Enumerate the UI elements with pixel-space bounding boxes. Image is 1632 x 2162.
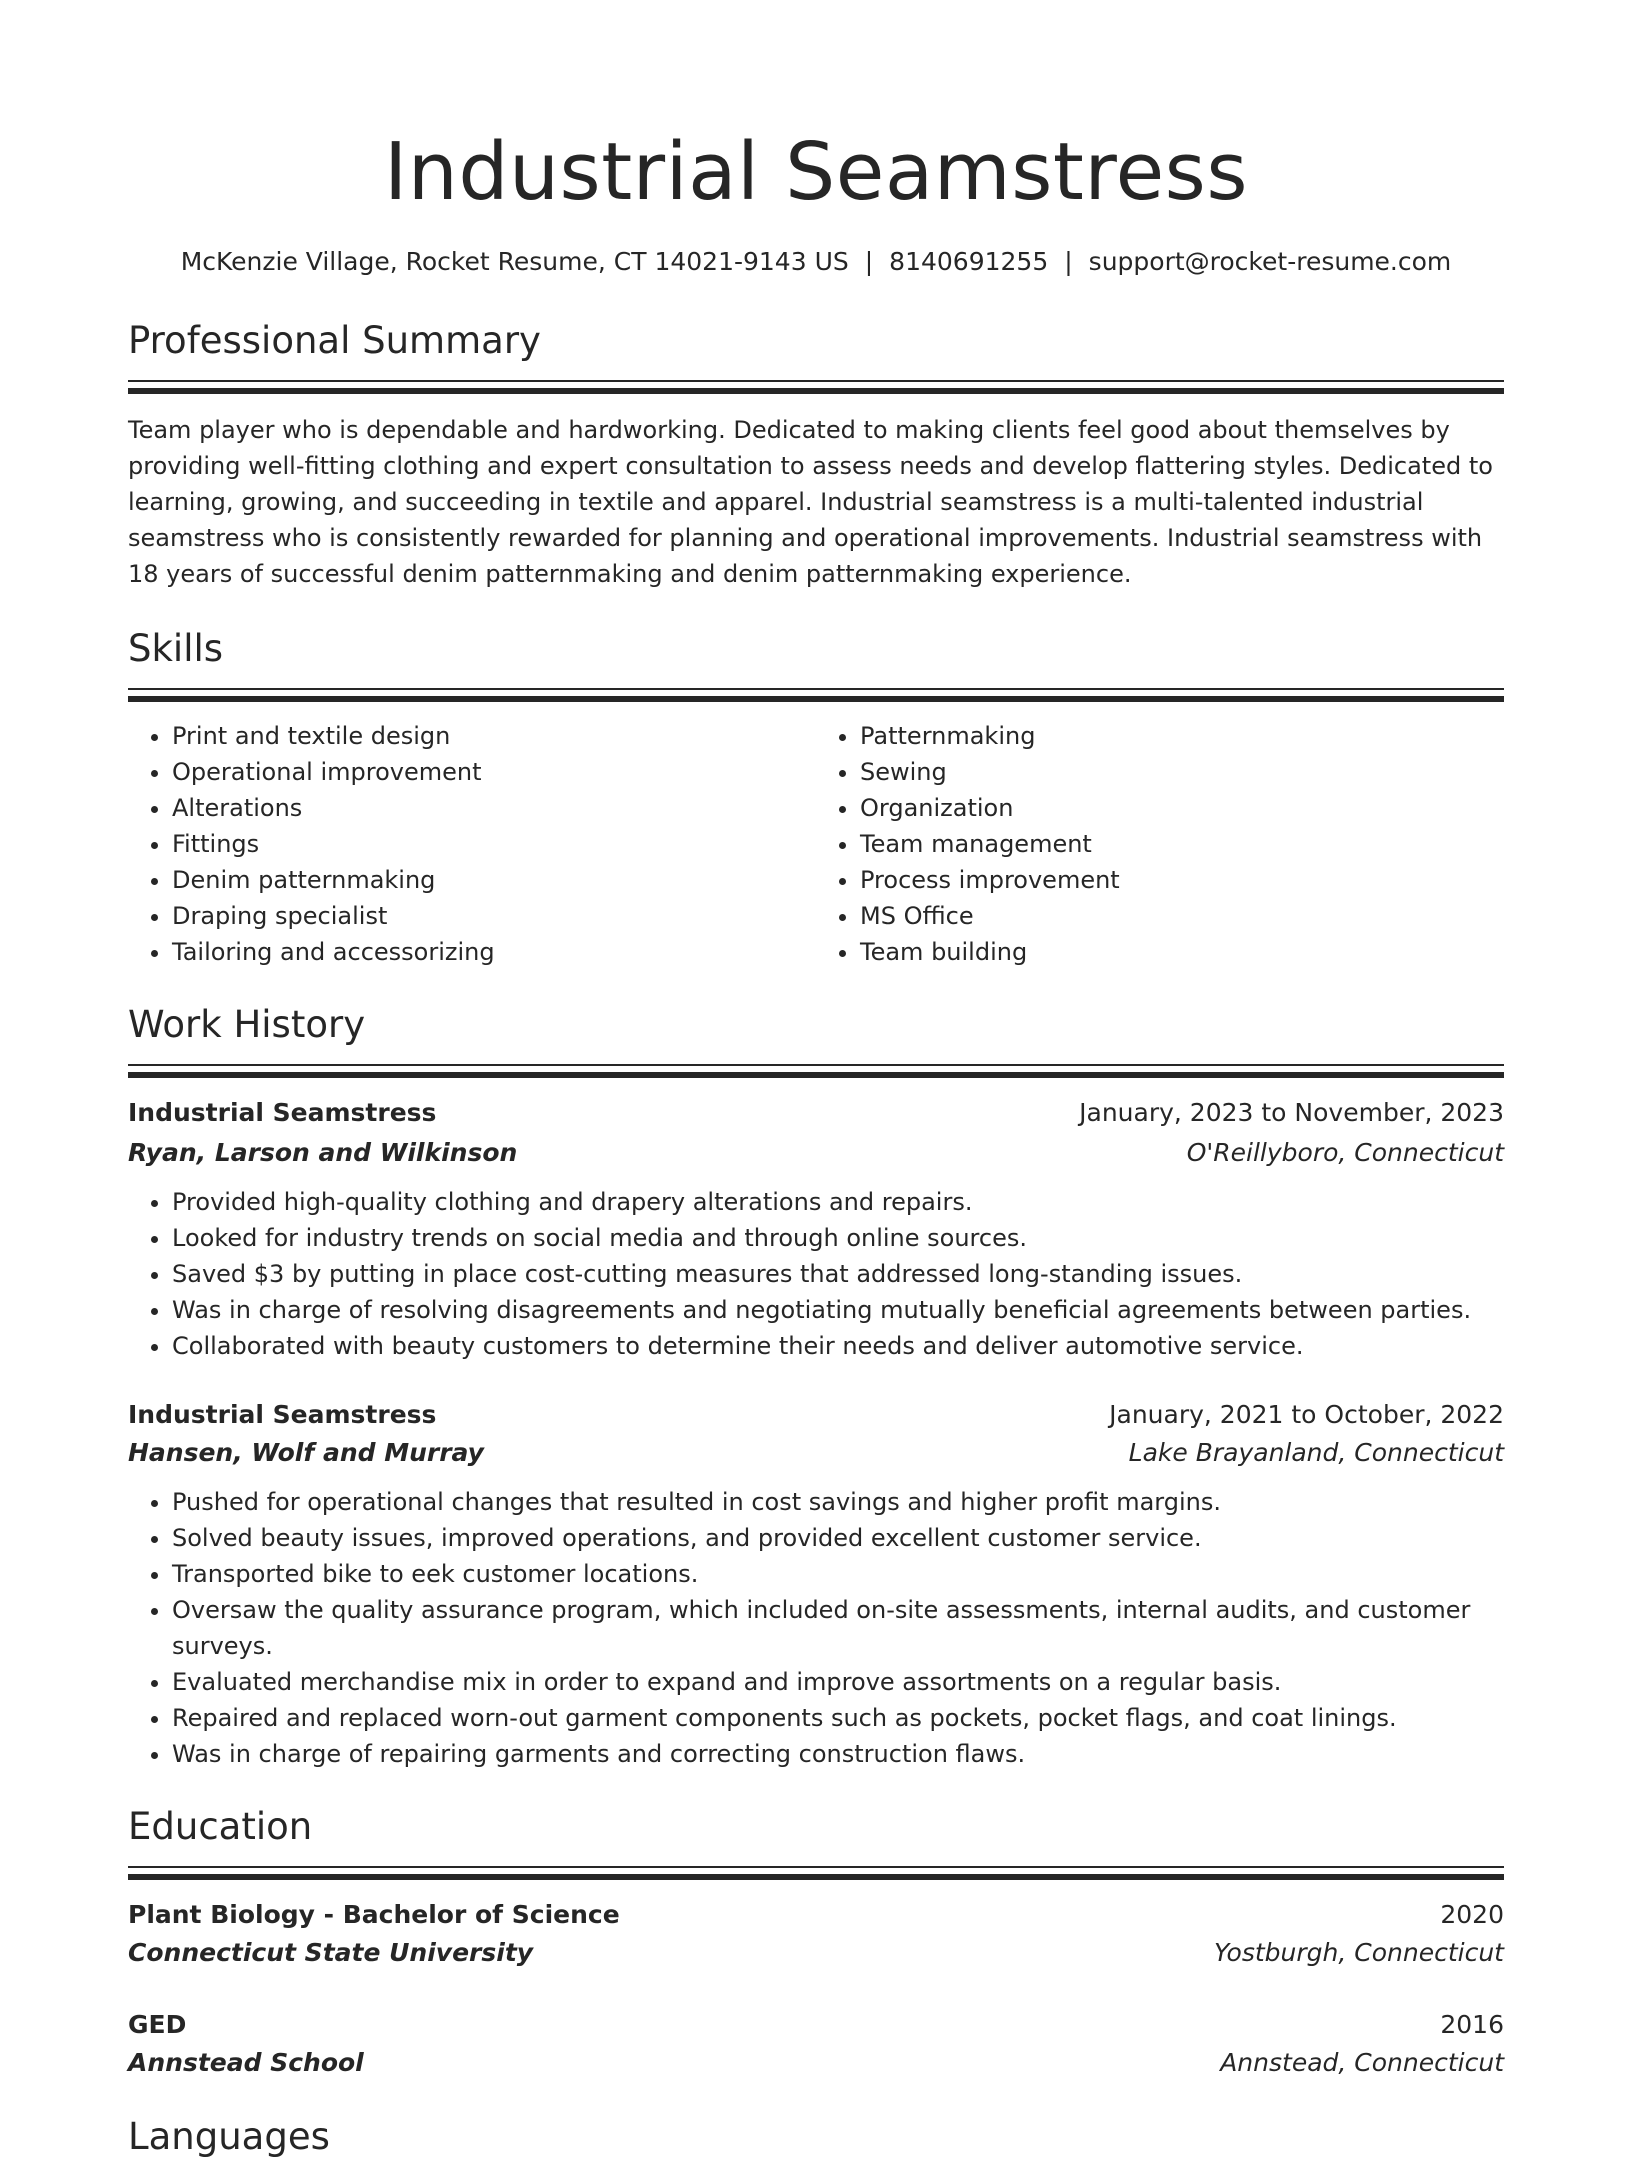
job-title: Industrial Seamstress [128, 1400, 437, 1429]
skill-item: • MS Office [860, 898, 1504, 934]
section-divider [128, 688, 1504, 690]
job-bullet: • Evaluated merchandise mix in order to expand and improve assortments on a regular basis. [172, 1664, 1504, 1700]
section-divider [128, 696, 1504, 702]
skills-section [128, 624, 1504, 970]
section-title-summary: Professional Summary [128, 319, 541, 362]
job-bullet: • Repaired and replaced worn-out garment components such as pockets, pocket flags, and coat linings. [172, 1700, 1504, 1736]
section-title-education: Education [128, 1805, 313, 1848]
section-divider [128, 1866, 1504, 1868]
contact-email: support@rocket-resume.com [1088, 247, 1452, 276]
job-bullet: • Looked for industry trends on social media and through online sources. [172, 1220, 1504, 1256]
contact-phone: 8140691255 [889, 247, 1049, 276]
section-divider [128, 1874, 1504, 1880]
contact-separator: | [864, 247, 874, 276]
job-bullets [128, 1484, 1504, 1772]
education-subheader-row [128, 2044, 1504, 2082]
job-location: O'Reillyboro, Connecticut [1186, 1138, 1504, 1167]
job-location: Lake Brayanland, Connecticut [1128, 1438, 1504, 1467]
education-year: 2020 [1440, 1900, 1504, 1929]
skills-list-right [816, 718, 1504, 970]
skill-item: • Process improvement [860, 862, 1504, 898]
skill-item: • Denim patternmaking [172, 862, 816, 898]
section-title-skills: Skills [128, 627, 224, 670]
contact-address: McKenzie Village, Rocket Resume, CT 14021-9143 US [180, 247, 849, 276]
resume-name: Industrial Seamstress [383, 126, 1249, 218]
job-company: Hansen, Wolf and Murray [128, 1438, 484, 1467]
job-dates: January, 2021 to October, 2022 [1109, 1400, 1504, 1429]
job-header-row [128, 1396, 1504, 1434]
job-bullet: • Provided high-quality clothing and drapery alterations and repairs. [172, 1184, 1504, 1220]
skill-item: • Sewing [860, 754, 1504, 790]
job-entry [128, 1094, 1504, 1364]
skill-item: • Fittings [172, 826, 816, 862]
work-section [128, 1000, 1504, 1772]
education-section [128, 1802, 1504, 2082]
education-location: Yostburgh, Connecticut [1214, 1938, 1504, 1967]
education-header-row [128, 1896, 1504, 1934]
section-title-languages: Languages [128, 2115, 330, 2158]
summary-text: Team player who is dependable and hardworking. Dedicated to making clients feel good about themselves by providing well-fitting clothing and expert consultation to assess needs and develop flattering styles. Dedicated to learning, growing, and succeeding in textile and apparel. Industrial seamstress is a multi-talented industrial seamstress who is consistently rewarded for planning and operational improvements. Industrial seamstress with 18 years of successful denim patternmaking and denim patternmaking experience. [128, 416, 1493, 588]
job-bullet: • Transported bike to eek customer locations. [172, 1556, 1504, 1592]
section-divider [128, 380, 1504, 382]
education-entry [128, 1896, 1504, 1972]
skill-item: • Organization [860, 790, 1504, 826]
job-bullet: • Pushed for operational changes that resulted in cost savings and higher profit margins. [172, 1484, 1504, 1520]
skill-item: • Print and textile design [172, 718, 816, 754]
job-entry [128, 1396, 1504, 1772]
education-school: Connecticut State University [128, 1938, 534, 1967]
education-header-row [128, 2006, 1504, 2044]
job-bullet: • Saved $3 by putting in place cost-cutting measures that addressed long-standing issues. [172, 1256, 1504, 1292]
education-location: Annstead, Connecticut [1220, 2048, 1504, 2077]
contact-separator: | [1064, 247, 1073, 276]
education-degree: Plant Biology - Bachelor of Science [128, 1900, 620, 1929]
job-header-row [128, 1094, 1504, 1132]
section-title-work: Work History [128, 1003, 366, 1046]
skill-item: • Alterations [172, 790, 816, 826]
job-subheader-row [128, 1434, 1504, 1472]
education-entry [128, 2006, 1504, 2082]
job-company: Ryan, Larson and Wilkinson [128, 1138, 518, 1167]
section-divider [128, 1064, 1504, 1066]
skill-item: • Tailoring and accessorizing [172, 934, 816, 970]
section-divider [128, 388, 1504, 394]
job-bullet: • Was in charge of repairing garments and correcting construction flaws. [172, 1736, 1504, 1772]
skills-columns [128, 718, 1504, 970]
education-degree: GED [128, 2010, 187, 2039]
skill-item: • Team building [860, 934, 1504, 970]
summary-section [128, 316, 1504, 592]
job-bullets [128, 1184, 1504, 1364]
section-divider [128, 1072, 1504, 1078]
contact-line [128, 246, 1504, 278]
education-school: Annstead School [128, 2048, 364, 2077]
skill-item: • Team management [860, 826, 1504, 862]
job-bullet: • Was in charge of resolving disagreements and negotiating mutually beneficial agreements between parties. [172, 1292, 1504, 1328]
job-subheader-row [128, 1134, 1504, 1172]
languages-section [128, 2112, 1504, 2162]
skill-item: • Draping specialist [172, 898, 816, 934]
job-title: Industrial Seamstress [128, 1098, 437, 1127]
skill-item: • Operational improvement [172, 754, 816, 790]
job-bullet: • Solved beauty issues, improved operations, and provided excellent customer service. [172, 1520, 1504, 1556]
education-subheader-row [128, 1934, 1504, 1972]
job-bullet: • Oversaw the quality assurance program, which included on-site assessments, internal audits, and customer surveys. [172, 1592, 1504, 1664]
job-bullet: • Collaborated with beauty customers to determine their needs and deliver automotive service. [172, 1328, 1504, 1364]
job-dates: January, 2023 to November, 2023 [1079, 1098, 1504, 1127]
skill-item: • Patternmaking [860, 718, 1504, 754]
skills-list-left [128, 718, 816, 970]
education-year: 2016 [1440, 2010, 1504, 2039]
